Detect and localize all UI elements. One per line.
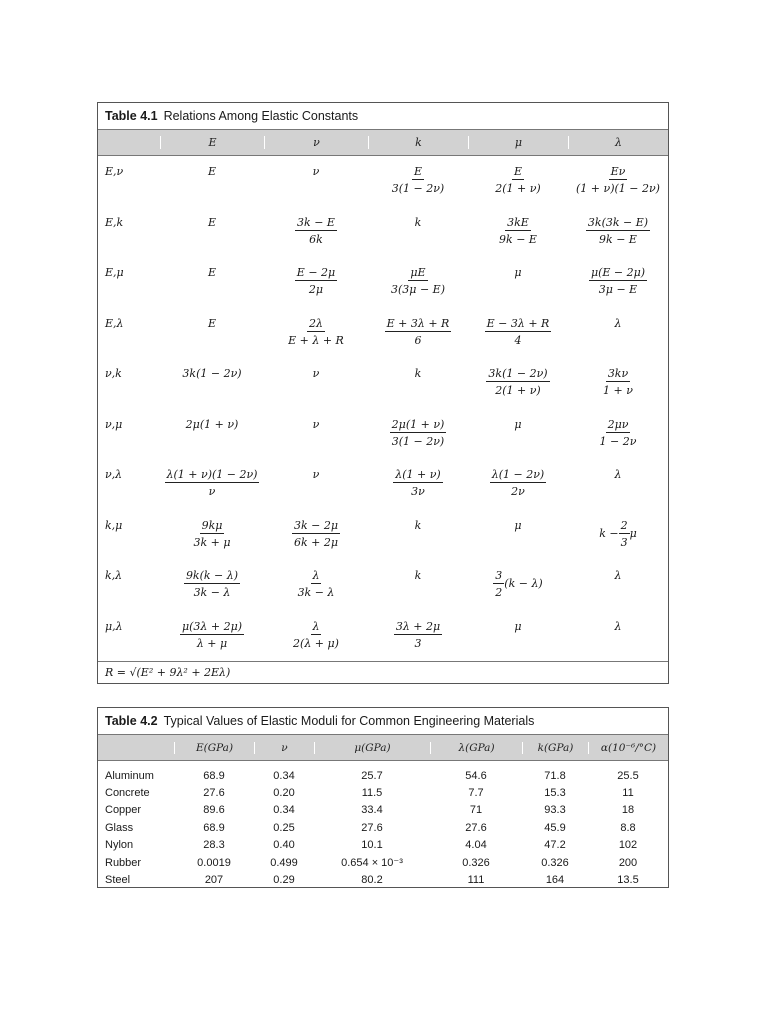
fraction [598, 418, 639, 448]
table-cell [368, 569, 468, 582]
table-cell [468, 468, 568, 498]
denominator: 2μ [308, 283, 324, 296]
table-cell: 27.6 [361, 821, 383, 834]
table-cell [160, 317, 264, 330]
numerator: 3k − E [297, 215, 335, 229]
table-cell: 71 [469, 804, 483, 817]
denominator: 6k [309, 232, 323, 246]
table-cell: 0.654 × 10⁻³ [341, 857, 403, 870]
table-cell [468, 216, 568, 246]
cell-value: ν [312, 367, 320, 380]
table-cell: 27.6 [465, 821, 487, 834]
fraction [390, 418, 447, 448]
header-cell: ν [264, 136, 368, 149]
denominator: 3(1 − 2ν) [391, 182, 445, 195]
table-cell: 0.34 [273, 769, 295, 782]
numerator: 2λ [309, 316, 323, 330]
numerator: E + 3λ + R [386, 316, 450, 330]
table-cell: 4.04 [465, 839, 487, 852]
table-cell [468, 367, 568, 397]
table-cell: 200 [618, 856, 638, 869]
fraction [490, 468, 546, 498]
material-name: Nylon [105, 839, 134, 852]
table-row [98, 257, 668, 308]
table-cell: 89.6 [203, 804, 225, 817]
table-cell [568, 569, 668, 582]
fraction [389, 266, 447, 296]
table-header-row [98, 129, 668, 156]
table-cell: 111 [467, 874, 485, 887]
numerator: μE [410, 266, 426, 279]
table-cell [160, 216, 264, 229]
table-cell: 68.9 [203, 769, 225, 782]
numerator: 3kν [607, 367, 629, 380]
table-number: Table 4.2 [105, 714, 158, 728]
table-cell [468, 165, 568, 195]
fraction [292, 519, 340, 549]
denominator: 6 [414, 333, 422, 347]
cell-value: E [207, 215, 217, 229]
table-cell [368, 266, 468, 296]
table-cell [160, 418, 264, 431]
table-cell [468, 317, 568, 347]
denominator: 2(1 + ν) [495, 182, 541, 195]
material-name: Aluminum [105, 769, 154, 782]
denominator: 6k + 2μ [293, 535, 339, 549]
cell-value: λ [614, 569, 622, 582]
table-cell [568, 216, 668, 246]
table-cell: 0.326 [462, 856, 490, 869]
material-name: Glass [105, 821, 134, 834]
table-cell [264, 620, 368, 650]
cell-value: λ [614, 619, 622, 633]
numerator: E [513, 165, 522, 178]
numerator: λ [312, 619, 320, 633]
table-cell: 7.7 [468, 787, 484, 800]
cell-value: μ [514, 417, 522, 431]
denominator: 2(1 + ν) [495, 384, 541, 397]
table-cell [264, 418, 368, 431]
table-cell: 15.3 [544, 787, 566, 800]
elastic-constants-table [97, 102, 669, 684]
numerator: 3k(3k − E) [587, 215, 649, 229]
table-cell: 25.7 [361, 769, 383, 782]
numerator: 9kμ [201, 518, 223, 532]
table-cell: 18 [621, 804, 635, 817]
table-cell [368, 317, 468, 347]
table-footnote: R = √(E² + 9λ² + 2Eλ) [98, 661, 668, 683]
table-cell [568, 165, 668, 195]
table-title: Relations Among Elastic Constants [163, 109, 359, 123]
table-row [98, 854, 668, 871]
table-cell [160, 367, 264, 380]
table-cell [160, 519, 264, 549]
denominator: (1 + ν)(1 − 2ν) [576, 182, 660, 195]
table-row [98, 358, 668, 409]
numerator: 2μν [607, 417, 629, 431]
cell-value: μ [514, 619, 522, 633]
table-cell [264, 216, 368, 246]
row-label: ν,k [105, 367, 122, 380]
cell-value: μ [514, 518, 522, 532]
table-cell [568, 418, 668, 448]
row-label: E,μ [105, 266, 124, 279]
numerator: 3k − 2μ [293, 518, 339, 532]
fraction [393, 468, 442, 498]
table-caption [98, 103, 668, 129]
cell-value: λ [614, 316, 622, 330]
cell-value: ν [312, 468, 320, 481]
cell-value: E [207, 165, 217, 178]
table-number: Table 4.1 [105, 109, 158, 123]
cell-value: k [414, 367, 422, 380]
fraction [291, 620, 341, 650]
numerator: Eν [610, 165, 626, 178]
table-row [98, 767, 668, 784]
fraction [165, 468, 260, 498]
table-cell [264, 165, 368, 178]
table-cell: 0.34 [273, 804, 295, 817]
table-cell [368, 165, 468, 195]
cell-suffix: (k − λ) [504, 577, 543, 590]
numerator: E [413, 165, 422, 178]
header-cell: μ [468, 136, 568, 149]
denominator: 3k − λ [297, 586, 335, 599]
table-row [98, 409, 668, 460]
table-cell [160, 620, 264, 650]
material-name: Steel [105, 874, 131, 887]
numerator: 2 [620, 518, 628, 532]
numerator: 3kE [507, 215, 529, 229]
fraction [296, 569, 337, 599]
table-cell: 0.40 [273, 839, 295, 852]
cell-value: k [414, 215, 422, 229]
header-cell: k [368, 136, 468, 149]
table-row [98, 560, 668, 611]
denominator: ν [208, 485, 216, 498]
denominator: 3k + μ [193, 535, 231, 549]
material-name: Copper [105, 804, 142, 817]
table-cell: 25.5 [617, 769, 639, 782]
header-cell: λ [568, 136, 668, 149]
header-cell: E(GPa) [174, 742, 254, 754]
table-cell: 71.8 [544, 769, 566, 782]
header-cell: λ(GPa) [430, 742, 522, 754]
denominator: 2(λ + μ) [293, 636, 339, 650]
table-cell [468, 569, 568, 599]
denominator: 3(1 − 2ν) [391, 434, 445, 448]
table-row [98, 611, 668, 662]
table-cell: 80.2 [361, 874, 383, 887]
table-cell: 33.4 [361, 804, 383, 817]
table-cell [264, 367, 368, 380]
table-cell [264, 519, 368, 549]
fraction [295, 266, 337, 296]
table-cell [160, 468, 264, 498]
denominator: 2 [495, 586, 503, 599]
cell-value: E [207, 316, 217, 330]
header-cell: E [160, 136, 264, 149]
cell-value: 3k(1 − 2ν) [182, 367, 242, 380]
header-cell: ν [254, 742, 314, 754]
fraction [497, 216, 539, 246]
numerator: λ(1 − 2ν) [491, 468, 545, 481]
table-cell: 11 [622, 787, 634, 800]
row-label: k,μ [105, 518, 123, 532]
table-cell [568, 620, 668, 633]
table-cell: 0.326 [541, 856, 569, 869]
numerator: μ(E − 2μ) [590, 266, 646, 279]
numerator: λ [312, 569, 320, 582]
numerator: 2μ(1 + ν) [391, 417, 445, 431]
cell-prefix: k − [599, 526, 619, 540]
table-cell [160, 165, 264, 178]
cell-value: E [207, 266, 217, 279]
denominator: 3ν [411, 485, 425, 498]
table-header-row [98, 734, 668, 761]
table-body [98, 761, 668, 889]
table-row [98, 207, 668, 258]
table-row [98, 308, 668, 359]
row-label: E,λ [105, 316, 124, 330]
table-cell [264, 266, 368, 296]
table-cell: 47.2 [544, 839, 566, 852]
row-label: ν,λ [105, 468, 123, 481]
numerator: 3k(1 − 2ν) [488, 367, 548, 380]
numerator: 9k(k − λ) [185, 569, 239, 582]
table-cell: 102 [618, 839, 638, 852]
cell-value: k [414, 518, 422, 532]
table-cell [160, 266, 264, 279]
table-cell: 45.9 [544, 821, 566, 834]
header-cell: α(10⁻⁶/°C) [588, 742, 668, 754]
denominator: 2ν [511, 485, 525, 498]
table-row [98, 784, 668, 801]
denominator: 1 + ν [603, 384, 633, 397]
denominator: 3k − λ [193, 586, 231, 599]
fraction [485, 317, 552, 347]
table-cell: 0.29 [273, 874, 295, 887]
table-cell: 27.6 [203, 787, 225, 800]
table-cell [368, 418, 468, 448]
table-cell: 11.5 [361, 787, 383, 800]
numerator: E − 2μ [296, 266, 336, 279]
cell-value: λ [614, 468, 622, 481]
table-cell: 0.25 [273, 821, 295, 834]
table-row [98, 837, 668, 854]
denominator: 3 [414, 636, 422, 650]
material-name: Rubber [105, 856, 142, 869]
table-cell [368, 620, 468, 650]
table-row [98, 819, 668, 836]
table-cell [568, 468, 668, 481]
material-name: Concrete [105, 787, 150, 800]
fraction [191, 519, 232, 549]
denominator: 9k − E [599, 232, 637, 246]
fraction [619, 519, 630, 549]
fraction [385, 317, 452, 347]
fraction [574, 165, 662, 195]
header-cell: k(GPa) [522, 742, 588, 754]
table-caption [98, 708, 668, 734]
cell-suffix: μ [629, 526, 637, 540]
table-cell: 54.6 [465, 769, 487, 782]
denominator: λ + μ [196, 636, 228, 650]
row-label: E,k [105, 215, 124, 229]
table-cell [568, 266, 668, 296]
table-cell [468, 266, 568, 279]
fraction [184, 569, 240, 599]
denominator: 4 [514, 333, 522, 347]
table-cell [264, 468, 368, 481]
table-cell [468, 620, 568, 633]
denominator: E + λ + R [288, 333, 344, 347]
table-cell: 0.499 [270, 856, 298, 869]
table-body [98, 156, 668, 661]
table-cell: 164 [545, 874, 565, 887]
denominator: 3 [620, 535, 628, 549]
table-cell [568, 317, 668, 330]
row-label: ν,μ [105, 417, 123, 431]
table-cell [368, 367, 468, 380]
fraction [493, 569, 504, 599]
table-cell [264, 317, 368, 347]
denominator: 3μ − E [598, 283, 638, 296]
row-label: μ,λ [105, 619, 123, 633]
table-cell: 28.3 [203, 839, 225, 852]
denominator: 9k − E [499, 232, 537, 246]
table-cell [568, 367, 668, 397]
table-cell: 8.8 [620, 821, 636, 834]
cell-value: μ [514, 266, 522, 279]
numerator: E − 3λ + R [486, 316, 550, 330]
table-cell: 68.9 [203, 821, 225, 834]
table-cell [468, 418, 568, 431]
table-row [98, 156, 668, 207]
table-cell [368, 519, 468, 532]
fraction [394, 620, 442, 650]
cell-value: ν [312, 165, 320, 178]
table-cell: 207 [204, 874, 224, 887]
table-cell [160, 569, 264, 599]
table-cell [368, 468, 468, 498]
fraction [486, 367, 549, 397]
row-label: E,ν [105, 165, 124, 178]
cell-value: ν [312, 417, 320, 431]
fraction [589, 266, 647, 296]
table-row [98, 871, 668, 888]
table-cell: 13.5 [617, 874, 639, 887]
table-cell: 93.3 [544, 804, 566, 817]
fraction [286, 317, 346, 347]
fraction [390, 165, 446, 195]
table-cell [568, 519, 668, 549]
table-cell: 0.20 [273, 787, 295, 800]
fraction [493, 165, 542, 195]
numerator: μ(3λ + 2μ) [181, 619, 243, 633]
denominator: 1 − 2ν [599, 434, 637, 448]
table-cell: 0.0019 [197, 856, 231, 869]
fraction [180, 620, 244, 650]
cell-value: 2μ(1 + ν) [185, 417, 239, 431]
numerator: 3λ + 2μ [395, 619, 441, 633]
fraction [601, 367, 635, 397]
numerator: λ(1 + ν)(1 − 2ν) [166, 468, 258, 481]
table-row [98, 510, 668, 561]
table-cell [468, 519, 568, 532]
fraction [295, 216, 337, 246]
row-label: k,λ [105, 569, 123, 582]
fraction [586, 216, 650, 246]
numerator: 3 [495, 569, 503, 582]
table-row [98, 802, 668, 819]
header-cell: μ(GPa) [314, 742, 430, 754]
elastic-moduli-table [97, 707, 669, 888]
numerator: λ(1 + ν) [395, 468, 441, 481]
table-cell [264, 569, 368, 599]
table-cell [368, 216, 468, 229]
table-title: Typical Values of Elastic Moduli for Common Engineering Materials [163, 714, 535, 728]
table-cell: 10.1 [361, 839, 383, 852]
cell-value: k [414, 569, 422, 582]
table-row [98, 459, 668, 510]
denominator: 3(3μ − E) [391, 283, 445, 296]
